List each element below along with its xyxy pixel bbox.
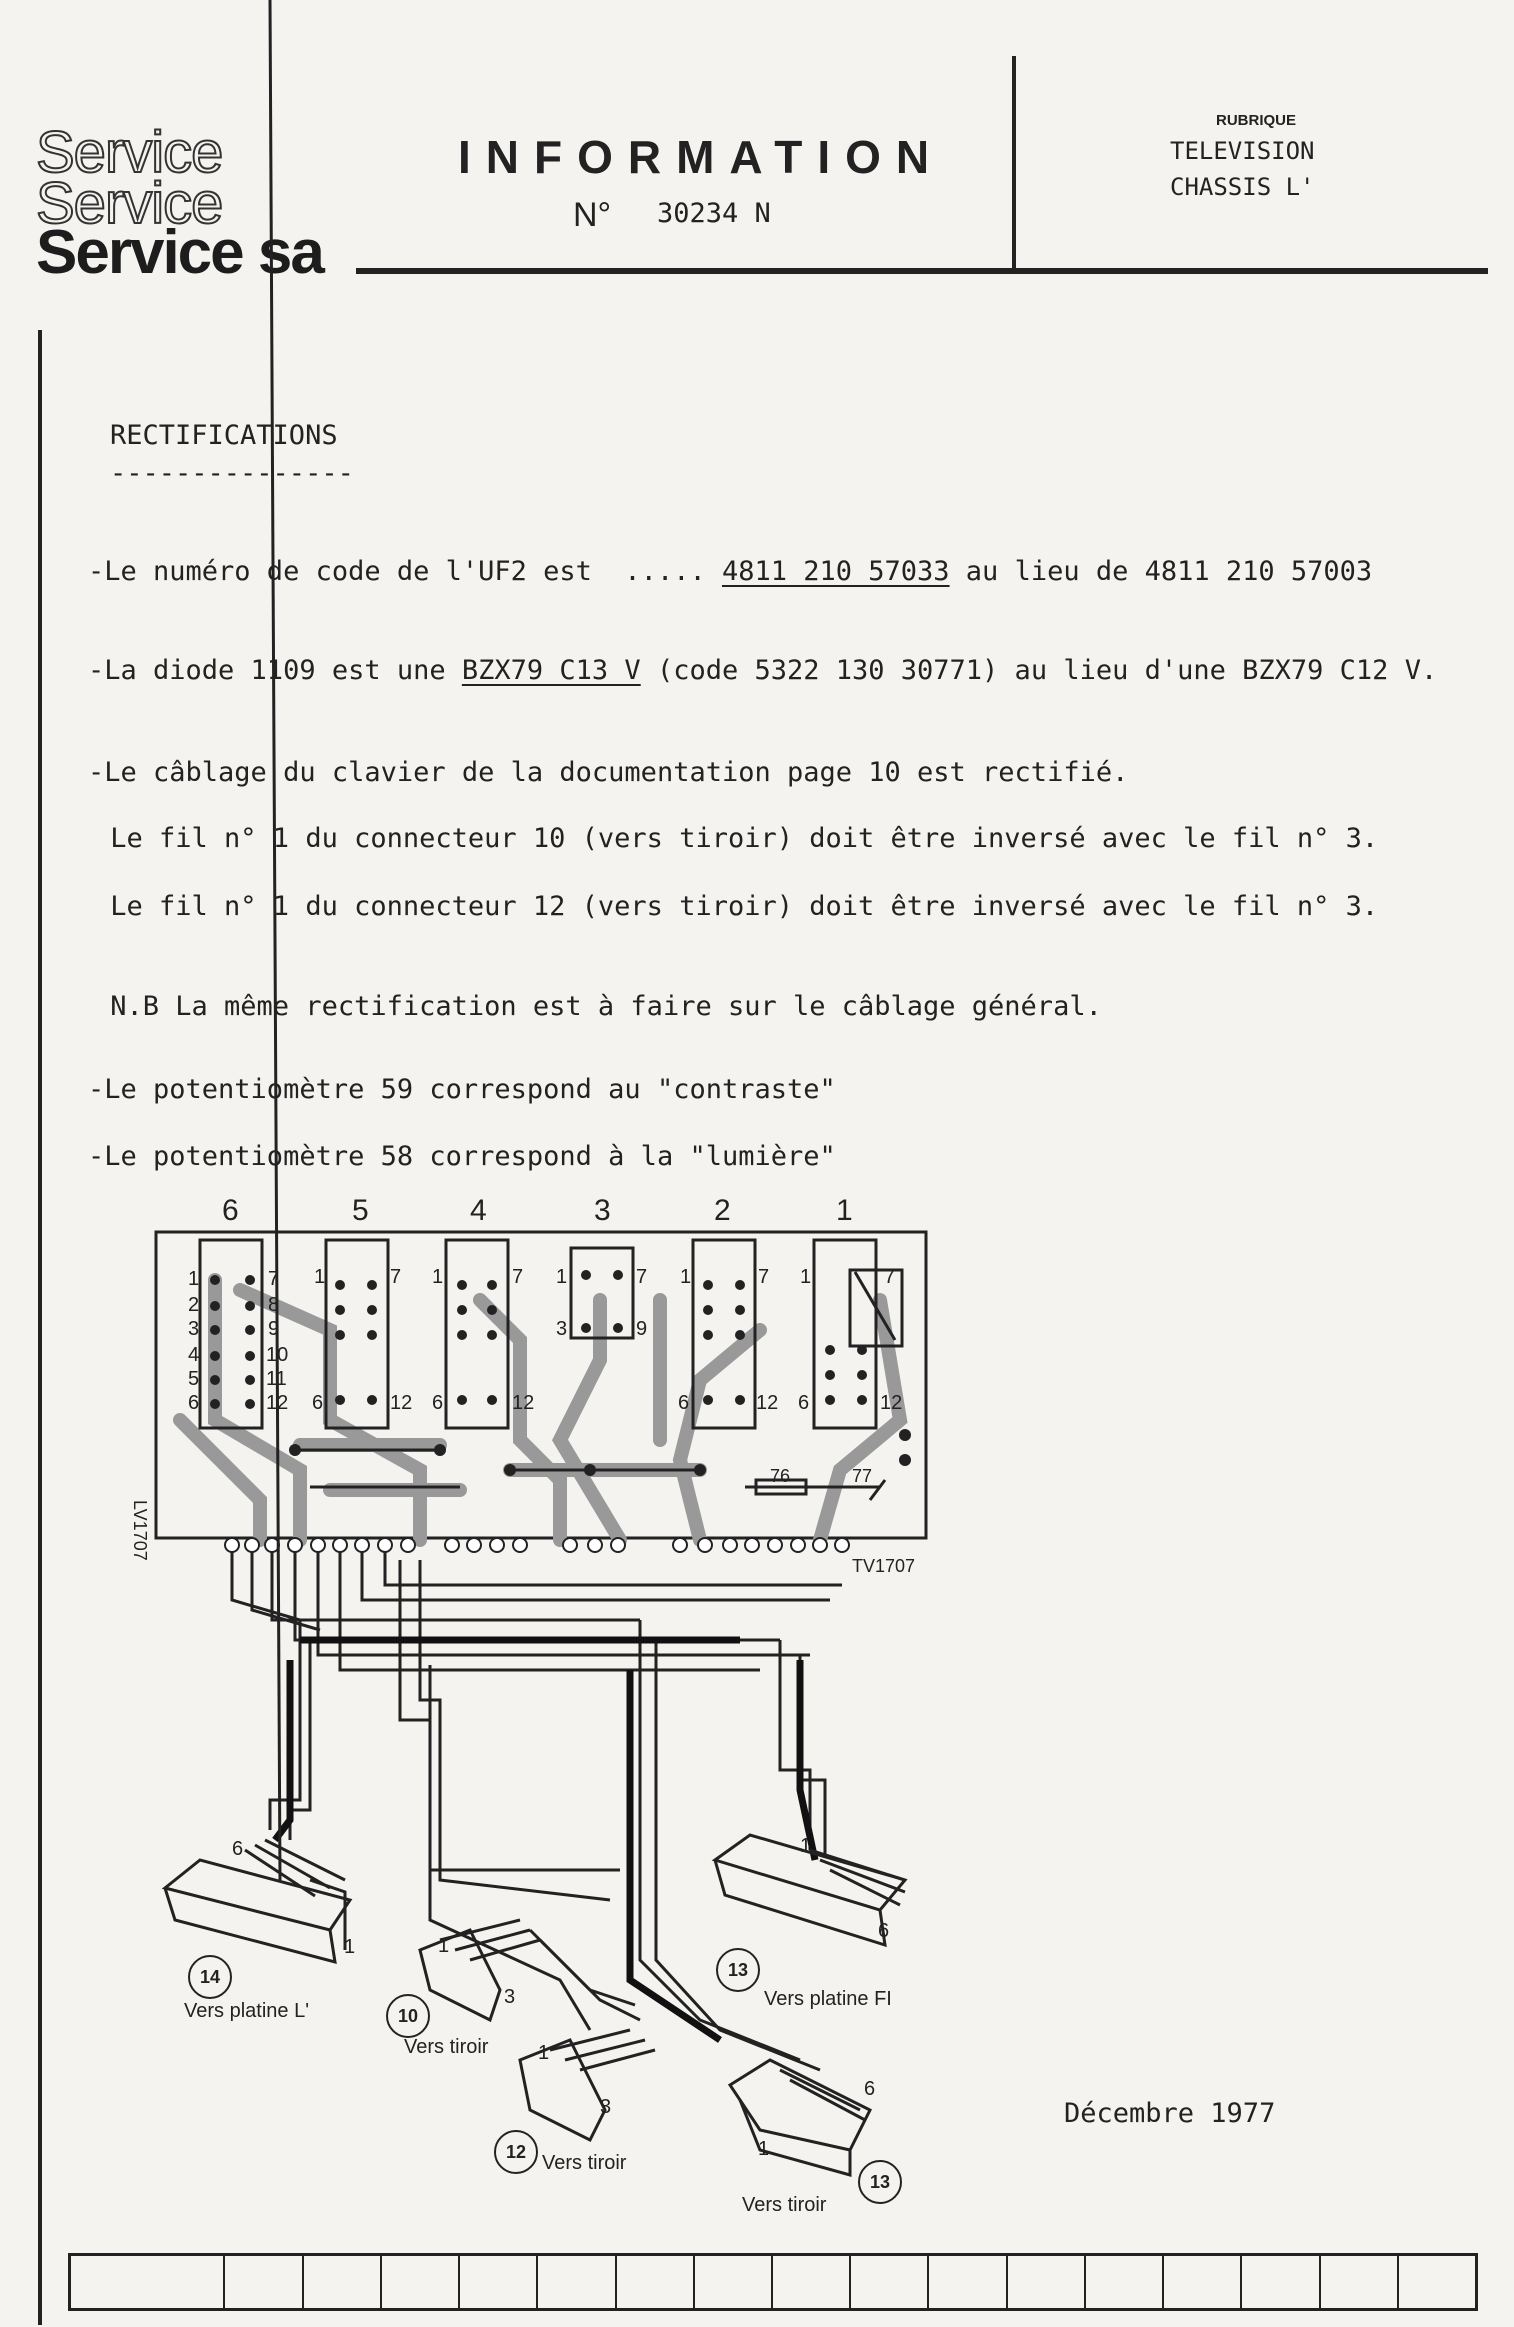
connector-10-label: Vers tiroir <box>404 2036 489 2058</box>
block2-pin-6: 6 <box>678 1392 690 1414</box>
connector-13-tiroir-label: Vers tiroir <box>742 2194 827 2216</box>
footer-cell <box>1321 2256 1399 2308</box>
board-side-reference: LV1707 <box>130 1500 150 1561</box>
footer-cell <box>1086 2256 1164 2308</box>
pin-5-label: 5 <box>188 1368 200 1390</box>
connector-12-pin-b: 3 <box>600 2096 612 2118</box>
block3-pin-3: 3 <box>556 1318 568 1340</box>
edge-pads <box>225 1538 849 1552</box>
connector-13-tiroir-badge: 13 <box>858 2160 902 2204</box>
pin-4-label: 4 <box>188 1344 200 1366</box>
logo-line-1: Service <box>36 120 223 185</box>
rectification-line-7: -Le potentiomètre 59 correspond au "contraste" <box>88 1074 836 1105</box>
channel-6: 6 <box>222 1194 239 1227</box>
connector-13-tiroir-pin-a: 6 <box>864 2078 876 2100</box>
pin-10-label: 10 <box>266 1344 289 1366</box>
pin-1-label: 1 <box>188 1268 200 1290</box>
pin-8-label: 8 <box>268 1294 280 1316</box>
document-title: INFORMATION <box>458 131 945 183</box>
block5-pin-1: 1 <box>314 1266 326 1288</box>
switch-blocks <box>200 1240 902 1428</box>
pin-7-label: 7 <box>268 1268 280 1290</box>
connector-13-tiroir <box>730 2060 870 2175</box>
connector-10 <box>420 1920 640 2020</box>
block4-pin-6: 6 <box>432 1392 444 1414</box>
block2-pin-7: 7 <box>758 1266 770 1288</box>
connector-14-pin-b: 1 <box>344 1936 356 1958</box>
pin-3-label: 3 <box>188 1318 200 1340</box>
connector-13-fi-label: Vers platine FI <box>764 1988 892 2010</box>
logo-line-3: Service sa <box>36 218 323 287</box>
connector-14-label: Vers platine L' <box>184 2000 310 2022</box>
pin-11-label: 11 <box>266 1368 287 1390</box>
rubrique-line-1: TELEVISION <box>1170 137 1315 165</box>
pin-2-label: 2 <box>188 1294 200 1316</box>
connector-12-badge: 12 <box>494 2130 538 2174</box>
channel-4: 4 <box>470 1194 487 1227</box>
component-77-label: 77 <box>852 1466 873 1486</box>
board-reference: TV1707 <box>852 1556 916 1576</box>
block1-pin-7: 7 <box>884 1266 896 1288</box>
channel-1: 1 <box>836 1194 853 1227</box>
line-2-text: -La diode 1109 est une <box>88 655 462 686</box>
cable-harness <box>232 1552 842 2070</box>
connector-14-pin-a: 6 <box>232 1838 244 1860</box>
footer-cell <box>1008 2256 1086 2308</box>
line-2-code: BZX79 C13 V <box>461 655 641 686</box>
document-number: 30234 N <box>657 198 771 229</box>
footer-cell <box>1399 2256 1475 2308</box>
rectification-line-6: N.B La même rectification est à faire sur le câblage général. <box>94 991 1102 1022</box>
block3-pin-9: 9 <box>636 1318 648 1340</box>
line-1-rest: au lieu de 4811 210 57003 <box>949 556 1373 587</box>
line-1-text: -Le numéro de code de l'UF2 est ..... <box>88 556 722 587</box>
rectification-line-5: Le fil n° 1 du connecteur 12 (vers tiroir) doit être inversé avec le fil n° 3. <box>94 891 1379 922</box>
rubrique-label: RUBRIQUE <box>1216 112 1297 129</box>
channel-5: 5 <box>352 1194 369 1227</box>
block5-pin-6: 6 <box>312 1392 324 1414</box>
pin-9-label: 9 <box>268 1318 280 1340</box>
footer-cell <box>382 2256 460 2308</box>
footer-cell <box>538 2256 616 2308</box>
channel-2: 2 <box>714 1194 731 1227</box>
component-76-label: 76 <box>770 1466 791 1486</box>
footer-cell <box>71 2256 225 2308</box>
section-title: RECTIFICATIONS <box>110 420 338 451</box>
number-prefix: N° <box>573 196 612 234</box>
block5-pin-7: 7 <box>390 1266 402 1288</box>
connector-13-tiroir-pin-b: 1 <box>758 2138 770 2160</box>
pin-12-label: 12 <box>266 1392 289 1414</box>
connector-14 <box>165 0 350 1962</box>
section-title-rule: --------------- <box>110 458 354 489</box>
block1-pin-1: 1 <box>800 1266 812 1288</box>
block4-pin-7: 7 <box>512 1266 524 1288</box>
block1-pin-6: 6 <box>798 1392 810 1414</box>
channel-3: 3 <box>594 1194 611 1227</box>
footer-cell <box>225 2256 303 2308</box>
pin-6-label: 6 <box>188 1392 200 1414</box>
logo-line-2: Service <box>36 171 223 236</box>
rectification-line-3: -Le câblage du clavier de la documentation page 10 est rectifié. <box>88 757 1129 788</box>
line-2-rest: (code 5322 130 30771) au lieu d'une BZX79 C12 V. <box>640 655 1438 686</box>
rectification-line-4: Le fil n° 1 du connecteur 10 (vers tiroir) doit être inversé avec le fil n° 3. <box>94 823 1379 854</box>
document-date: Décembre 1977 <box>1064 2098 1276 2129</box>
footer-cell <box>929 2256 1007 2308</box>
block3-pin-1: 1 <box>556 1266 568 1288</box>
footer-cell <box>617 2256 695 2308</box>
block2-pin-12: 12 <box>756 1392 779 1414</box>
block4-pin-12: 12 <box>512 1392 535 1414</box>
footer-cell <box>851 2256 929 2308</box>
connector-10-badge: 10 <box>386 1994 430 2038</box>
connector-13-fi-pin-a: 1 <box>800 1835 812 1857</box>
block3-pin-7: 7 <box>636 1266 648 1288</box>
block5-pin-12: 12 <box>390 1392 413 1414</box>
footer-cell <box>695 2256 773 2308</box>
connector-13-fi-badge: 13 <box>716 1948 760 1992</box>
connector-12-pin-a: 1 <box>538 2042 550 2064</box>
footer-cell <box>460 2256 538 2308</box>
footer-signature-grid <box>68 2253 1478 2311</box>
connector-12-label: Vers tiroir <box>542 2152 627 2174</box>
connector-10-pin-b: 3 <box>504 1986 516 2008</box>
block4-pin-1: 1 <box>432 1266 444 1288</box>
connector-14-badge: 14 <box>188 1955 232 1999</box>
rectification-line-8: -Le potentiomètre 58 correspond à la "lumière" <box>88 1141 836 1172</box>
block1-pin-12: 12 <box>880 1392 903 1414</box>
block2-pin-1: 1 <box>680 1266 692 1288</box>
connector-13-fi-pin-b: 6 <box>878 1920 890 1942</box>
line-1-code: 4811 210 57033 <box>721 556 950 587</box>
footer-cell <box>1164 2256 1242 2308</box>
connector-10-pin-a: 1 <box>438 1935 450 1957</box>
footer-cell <box>1242 2256 1320 2308</box>
rubrique-line-2: CHASSIS L' <box>1170 173 1315 201</box>
footer-cell <box>773 2256 851 2308</box>
footer-cell <box>304 2256 382 2308</box>
